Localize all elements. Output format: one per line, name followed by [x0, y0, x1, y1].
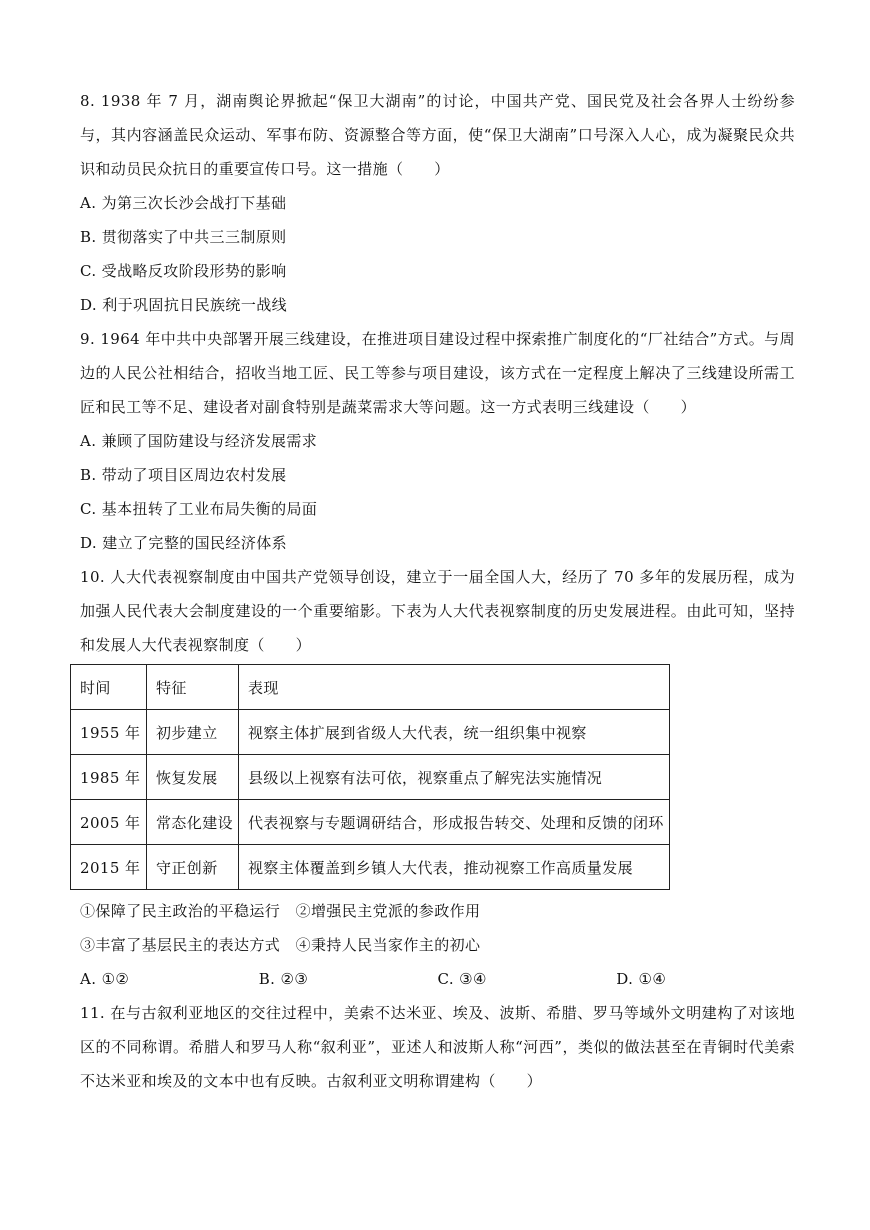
question-10-statements-line-1: ①保障了民主政治的平稳运行 ②增强民主党派的参政作用 — [80, 902, 481, 920]
table-cell: 代表视察与专题调研结合，形成报告转交、处理和反馈的闭环 — [239, 800, 670, 845]
table-row — [71, 755, 670, 800]
table-cell: 2015 年 — [71, 845, 147, 890]
question-8-stem: 8. 1938 年 7 月，湖南舆论界掀起“保卫大湖南”的讨论，中国共产党、国民党及社会各界人士纷纷参与，其内容涵盖民众运动、军事布防、资源整合等方面，使“保卫大湖南”口号深入人心，成为凝聚民众共识和动员民众抗日的重要宣传口号。这一措施（ ） — [80, 92, 795, 178]
question-9-option-c: C. 基本扭转了工业布局失衡的局面 — [80, 500, 318, 518]
question-10-statements-line-2: ③丰富了基层民主的表达方式 ④秉持人民当家作主的初心 — [80, 936, 481, 954]
question-10-option-c: C. ③④ — [437, 970, 487, 988]
question-10-stem: 10. 人大代表视察制度由中国共产党领导创设，建立于一届全国人大，经历了 70 多年的发展历程，成为加强人民代表大会制度建设的一个重要缩影。下表为人大代表视察制度的历史发展进程。由此可知，坚持和发展人大代表视察制度（ ） — [80, 568, 795, 654]
question-8 — [80, 84, 795, 322]
question-10-option-d: D. ①④ — [616, 970, 667, 988]
inspection-system-table — [70, 664, 670, 890]
table-cell: 视察主体扩展到省级人大代表，统一组织集中视察 — [239, 710, 670, 755]
question-9-option-b: B. 带动了项目区周边农村发展 — [80, 466, 287, 484]
question-9-option-d: D. 建立了完整的国民经济体系 — [80, 534, 288, 552]
question-8-option-b: B. 贯彻落实了中共三三制原则 — [80, 228, 287, 246]
table-cell: 守正创新 — [147, 845, 239, 890]
table-cell: 县级以上视察有法可依，视察重点了解宪法实施情况 — [239, 755, 670, 800]
table-cell: 1985 年 — [71, 755, 147, 800]
table-cell: 2005 年 — [71, 800, 147, 845]
question-9-option-a: A. 兼顾了国防建设与经济发展需求 — [80, 432, 318, 450]
table-cell: 初步建立 — [147, 710, 239, 755]
question-9 — [80, 322, 795, 560]
table-header-cell: 表现 — [239, 665, 670, 710]
question-10 — [80, 560, 795, 996]
question-8-option-a: A. 为第三次长沙会战打下基础 — [80, 194, 287, 212]
question-11 — [80, 996, 795, 1098]
table-cell: 常态化建设 — [147, 800, 239, 845]
table-header-cell: 特征 — [147, 665, 239, 710]
table-cell: 恢复发展 — [147, 755, 239, 800]
table-header-cell: 时间 — [71, 665, 147, 710]
question-11-stem: 11. 在与古叙利亚地区的交往过程中，美索不达米亚、埃及、波斯、希腊、罗马等域外文明建构了对该地区的不同称谓。希腊人和罗马人称“叙利亚”，亚述人和波斯人称“河西”，类似的做法甚至在青铜时代美索不达米亚和埃及的文本中也有反映。古叙利亚文明称谓建构（ ） — [80, 1004, 795, 1090]
table-cell: 视察主体覆盖到乡镇人大代表，推动视察工作高质量发展 — [239, 845, 670, 890]
question-10-option-b: B. ②③ — [258, 970, 309, 988]
question-10-option-a: A. ①② — [80, 970, 130, 988]
question-9-stem: 9. 1964 年中共中央部署开展三线建设，在推进项目建设过程中探索推广制度化的“厂社结合”方式。与周边的人民公社相结合，招收当地工匠、民工等参与项目建设，该方式在一定程度上解决了三线建设所需工匠和民工等不足、建设者对副食特别是蔬菜需求大等问题。这一方式表明三线建设（ ） — [80, 330, 795, 416]
table-header-row — [71, 665, 670, 710]
table-row — [71, 845, 670, 890]
table-row — [71, 710, 670, 755]
exam-page — [80, 84, 795, 1098]
question-10-options — [80, 962, 795, 996]
question-8-option-c: C. 受战略反攻阶段形势的影响 — [80, 262, 287, 280]
table-cell: 1955 年 — [71, 710, 147, 755]
question-8-option-d: D. 利于巩固抗日民族统一战线 — [80, 296, 288, 314]
table-row — [71, 800, 670, 845]
